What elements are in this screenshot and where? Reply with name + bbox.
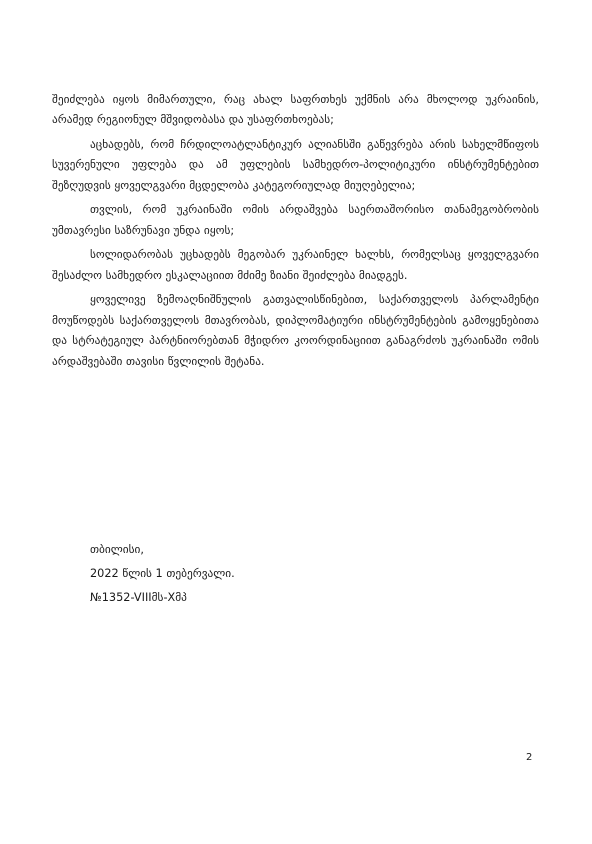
signoff-block [90, 538, 390, 610]
signoff-date: 2022 წლის 1 თებერვალი. [90, 567, 235, 580]
page-number: 2 [526, 752, 533, 763]
paragraph-regional-threat: შეიძლება იყოს მიმართული, რაც ახალ საფრთხეს უქმნის არა მხოლოდ უკრაინის, არამედ რეგიონულ მშვიდობასა და უსაფრთხოებას; [52, 93, 539, 127]
paragraph-call-to-government: ყოველივე ზემოაღნიშნულის გათვალისწინებით, საქართველოს პარლამენტი მოუწოდებს საქართველოს მთავრობას, დიპლომატიური ინსტრუმენტების გამოყენებითა და სტრატეგიულ პარტნიორებთან მჭიდრო კოორდინაციით განაგრძოს უკრაინაში ომის არდაშვებაში თავისი წვლილის შეტანა. [52, 293, 539, 368]
paragraph-war-prevention: თვლის, რომ უკრაინაში ომის არდაშვება საერთაშორისო თანამეგობრობის უმთავრესი საზრუნავი უნდა იყოს; [52, 203, 539, 237]
resolution-body [52, 90, 539, 376]
paragraph-solidarity: სოლიდარობას უცხადებს მეგობარ უკრაინელ ხალხს, რომელსაც ყოველგვარი შესაძლო სამხედრო ესკალაციით მძიმე ზიანი შეიძლება მიადგეს. [52, 248, 539, 282]
paragraph-nato-membership: აცხადებს, რომ ჩრდილოატლანტიკურ ალიანსში გაწევრება არის სახელმწიფოს სუვერენული უფლება და ამ უფლების სამხედრო-პოლიტიკური ინსტრუმენტებით შეზღუდვის ყოველგვარი მცდელობა კატეგორიულად მიუღებელია; [52, 138, 539, 192]
signoff-number: №1352-VIIIმს-Xმპ [90, 591, 187, 604]
signoff-city: თბილისი, [90, 543, 144, 556]
